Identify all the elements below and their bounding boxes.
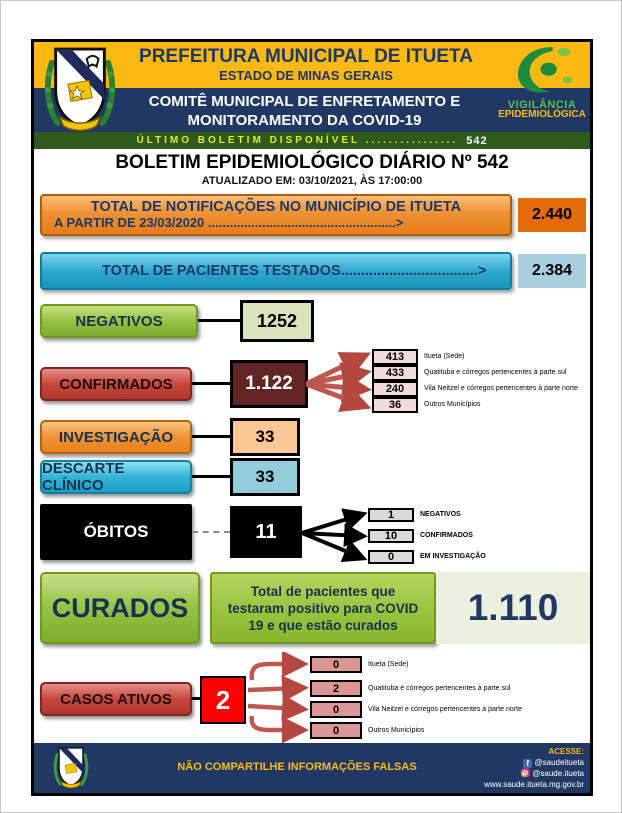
casos-ativos-breakdown-label: Itueta (Sede): [368, 661, 409, 668]
last-bulletin-label: ÚLTIMO BOLETIM DISPONÍVEL ................: [136, 135, 459, 146]
notifications-line2: A PARTIR DE 23/03/2020 ....................................................>: [54, 215, 404, 230]
committee-title: [114, 92, 495, 130]
confirmados-connector: [192, 382, 230, 385]
casos-ativos-breakdown-value: 2: [310, 680, 362, 697]
negativos-value: 1252: [240, 300, 314, 342]
curados-label: CURADOS: [51, 592, 189, 623]
bulletin-frame: [31, 39, 593, 796]
state-subtitle: ESTADO DE MINAS GERAIS: [219, 68, 393, 83]
bulletin-title: BOLETIM EPIDEMIOLÓGICO DIÁRIO Nº 542: [115, 152, 509, 173]
footer: [34, 743, 590, 793]
confirmados-breakdown-value: 36: [372, 397, 418, 413]
investigacao-button: [40, 420, 192, 454]
obitos-breakdown-label: NEGATIVOS: [420, 511, 461, 518]
confirmados-breakdown-value: 413: [372, 349, 418, 365]
investigacao-label: INVESTIGAÇÃO: [58, 428, 174, 446]
descarte-button: [40, 460, 192, 494]
tested-label: TOTAL DE PACIENTES TESTADOS..................................>: [102, 263, 487, 279]
notifications-value: 2.440: [518, 198, 586, 232]
confirmados-breakdown-value: 240: [372, 381, 418, 397]
casos-ativos-value: 2: [200, 676, 246, 724]
committee-line2: MONITORAMENTO DA COVID-19: [187, 112, 422, 129]
negativos-button: [40, 304, 198, 338]
vigilancia-line2: EPIDEMIOLÓGICA: [498, 109, 586, 120]
confirmados-breakdown-label: Outros Municípios: [424, 401, 481, 408]
curados-description-text: Total de pacientes que testaram positivo para COVID 19 e que estão curados: [227, 583, 419, 633]
confirmados-arrows: [306, 342, 372, 422]
vigilancia-logo: [496, 42, 588, 132]
coat-of-arms-icon: [42, 44, 118, 136]
obitos-button: [40, 504, 192, 560]
casos-ativos-breakdown-label: Vila Neitzel e córregos pertencentes à parte norte: [368, 706, 522, 713]
tested-bar: [40, 252, 512, 290]
obitos-breakdown-value: 0: [368, 550, 414, 564]
committee-line1: COMITÊ MUNICIPAL DE ENFRETAMENTO E: [148, 93, 461, 110]
curados-value: 1.110: [436, 572, 590, 644]
footer-links: [484, 746, 584, 790]
obitos-label: ÓBITOS: [83, 522, 149, 541]
obitos-breakdown-value: 10: [368, 529, 414, 543]
notifications-line1: TOTAL DE NOTIFICAÇÕES NO MUNICÍPIO DE ITUETA: [90, 199, 462, 215]
tested-value: 2.384: [518, 254, 586, 288]
negativos-label: NEGATIVOS: [75, 312, 163, 330]
last-bulletin-number: 542: [466, 134, 488, 147]
footer-coat-of-arms-icon: [52, 746, 90, 790]
instagram-handle[interactable]: @saude.itueta: [532, 769, 584, 778]
confirmados-button: [40, 367, 192, 401]
descarte-connector: [192, 475, 230, 478]
casos-ativos-breakdown-label: Quatituba e córregos pertencentes à parte sul: [368, 685, 511, 692]
casos-ativos-breakdown-value: 0: [310, 701, 362, 718]
obitos-breakdown-label: EM INVESTIGAÇÃO: [420, 553, 486, 560]
casos-ativos-breakdown-label: Outros Municípios: [368, 727, 425, 734]
curados-button: [40, 572, 200, 644]
footer-website[interactable]: www.saude.itueta.mg.gov.br: [484, 780, 584, 789]
footer-facebook[interactable]: [484, 757, 584, 768]
descarte-label: DESCARTE CLÍNICO: [42, 460, 125, 494]
facebook-icon: f: [523, 759, 532, 768]
confirmados-breakdown-value: 433: [372, 365, 418, 381]
obitos-value: 11: [230, 506, 302, 558]
confirmados-breakdown-label: Quatituba e córregos pertencentes à parte sul: [424, 369, 567, 376]
vigilancia-line1: VIGILÂNCIA: [507, 99, 577, 111]
confirmados-breakdown-label: Itueta (Sede): [424, 353, 465, 360]
obitos-arrows: [302, 502, 368, 568]
casos-ativos-breakdown-value: 0: [310, 656, 362, 673]
negativos-connector: [198, 319, 240, 322]
notifications-bar: [40, 194, 512, 236]
instagram-icon: [521, 768, 530, 777]
vigilancia-swoosh-icon: [505, 42, 579, 98]
footer-instagram[interactable]: [484, 768, 584, 779]
confirmados-label: CONFIRMADOS: [59, 375, 173, 393]
investigacao-value: 33: [230, 418, 300, 456]
footer-message: NÃO COMPARTILHE INFORMAÇÕES FALSAS: [177, 761, 417, 773]
municipality-title: PREFEITURA MUNICIPAL DE ITUETA: [139, 46, 473, 67]
curados-description: [210, 572, 436, 644]
confirmados-breakdown-label: Vila Neitzel e córregos pertencentes à parte norte: [424, 385, 578, 392]
footer-access-label: ACESSE:: [548, 747, 584, 756]
obitos-breakdown-value: 1: [368, 508, 414, 522]
investigacao-connector: [192, 435, 230, 438]
casos-ativos-arrows: [246, 652, 310, 744]
bulletin-updated: ATUALIZADO EM: 03/10/2021, ÀS 17:00:00: [201, 175, 423, 187]
obitos-breakdown-label: CONFIRMADOS: [420, 532, 473, 539]
casos-ativos-breakdown-value: 0: [310, 722, 362, 739]
facebook-handle[interactable]: @saudeitueta: [534, 758, 584, 767]
casos-ativos-button: [40, 682, 192, 716]
descarte-value: 33: [230, 458, 300, 496]
confirmados-value: 1.122: [230, 360, 308, 408]
obitos-connector: [192, 531, 230, 533]
casos-ativos-label: CASOS ATIVOS: [60, 690, 172, 708]
